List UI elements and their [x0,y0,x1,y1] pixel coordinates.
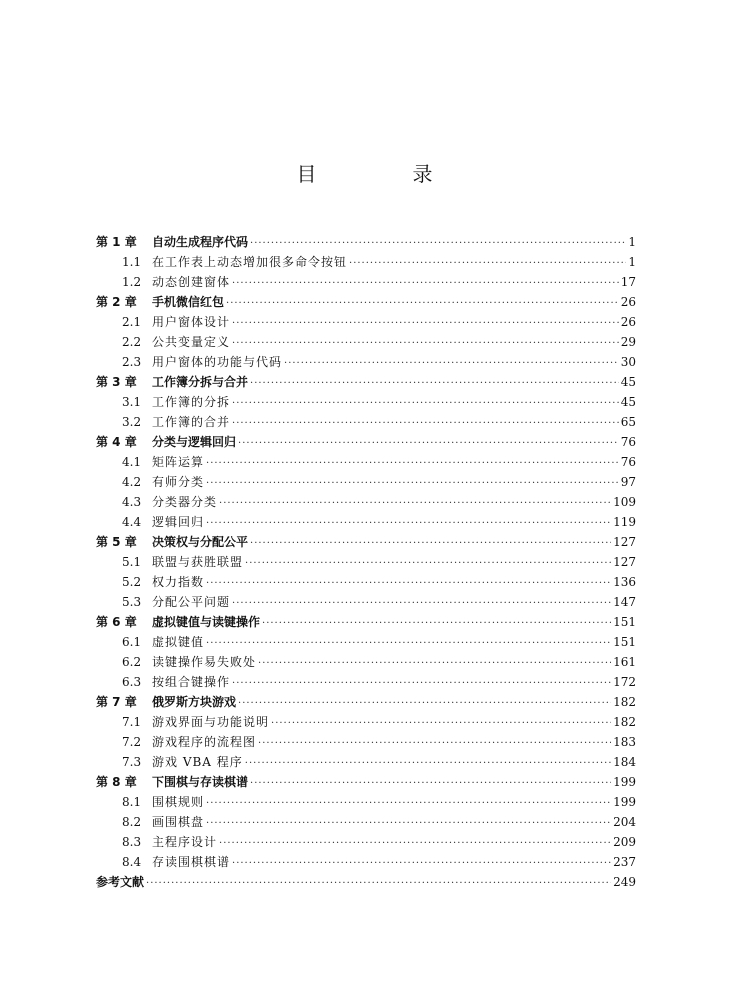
dot-leader [232,594,611,614]
section-number: 3.1 [122,395,142,409]
section-number: 2.1 [122,315,142,329]
section-title: 逻辑回归 [152,515,205,529]
toc-chapter-entry[interactable] [96,532,636,552]
dot-leader [206,474,619,494]
dot-leader [250,234,626,254]
toc-section-entry[interactable] [96,732,636,752]
dot-leader [232,414,619,434]
section-number: 7.3 [122,755,142,769]
page-number: 127 [613,555,636,569]
toc-section-entry[interactable] [96,812,636,832]
page-number: 184 [613,755,636,769]
dot-leader [250,774,611,794]
section-title: 读键操作易失败处 [152,655,257,669]
section-number: 4.2 [122,475,142,489]
chapter-title: 自动生成程序代码 [152,235,249,249]
section-number: 5.2 [122,575,142,589]
toc-section-entry[interactable] [96,852,636,872]
dot-leader [219,834,611,854]
chapter-title: 参考文献 [96,875,145,889]
page-number: 183 [613,735,636,749]
toc-chapter-entry[interactable] [96,872,636,892]
section-number: 6.3 [122,675,142,689]
section-number: 6.1 [122,635,142,649]
chapter-title: 分类与逻辑回归 [152,435,237,449]
section-title: 工作簿的合并 [152,415,231,429]
section-title: 分配公平问题 [152,595,231,609]
toc-section-entry[interactable] [96,272,636,292]
chapter-number: 第 1 章 [96,235,137,249]
dot-leader [219,494,611,514]
page-number: 65 [620,415,636,429]
section-number: 1.1 [122,255,142,269]
page-number: 199 [613,795,636,809]
page-number: 147 [613,595,636,609]
section-number: 7.2 [122,735,142,749]
chapter-number: 第 2 章 [96,295,137,309]
dot-leader [238,434,619,454]
toc-chapter-entry[interactable] [96,432,636,452]
page-number: 237 [613,855,636,869]
dot-leader [232,334,619,354]
section-number: 8.4 [122,855,142,869]
chapter-number: 第 6 章 [96,615,137,629]
section-title: 联盟与获胜联盟 [152,555,244,569]
table-of-contents [96,232,636,892]
toc-section-entry[interactable] [96,632,636,652]
toc-section-entry[interactable] [96,752,636,772]
toc-chapter-entry[interactable] [96,292,636,312]
chapter-number: 第 5 章 [96,535,137,549]
toc-section-entry[interactable] [96,452,636,472]
section-number: 5.1 [122,555,142,569]
chapter-title: 俄罗斯方块游戏 [152,695,237,709]
section-title: 矩阵运算 [152,455,205,469]
section-title: 虚拟键值 [152,635,205,649]
page-number: 151 [613,615,636,629]
section-title: 公共变量定义 [152,335,231,349]
toc-section-entry[interactable] [96,252,636,272]
section-number: 7.1 [122,715,142,729]
dot-leader [232,314,619,334]
dot-leader [271,714,611,734]
section-title: 权力指数 [152,575,205,589]
dot-leader [226,294,619,314]
toc-section-entry[interactable] [96,392,636,412]
page-number: 45 [620,395,636,409]
page-number: 76 [620,455,636,469]
chapter-title: 决策权与分配公平 [152,535,249,549]
toc-section-entry[interactable] [96,552,636,572]
toc-section-entry[interactable] [96,332,636,352]
dot-leader [245,554,611,574]
section-title: 主程序设计 [152,835,218,849]
section-title: 分类器分类 [152,495,218,509]
dot-leader [146,874,611,894]
chapter-number: 第 8 章 [96,775,137,789]
dot-leader [206,454,619,474]
dot-leader [206,514,611,534]
dot-leader [206,814,611,834]
page-number: 45 [620,375,636,389]
page-number: 30 [620,355,636,369]
section-title: 按组合键操作 [152,675,231,689]
page-number: 249 [613,875,636,889]
section-title: 有师分类 [152,475,205,489]
chapter-title: 工作簿分拆与合并 [152,375,249,389]
page-number: 127 [613,535,636,549]
section-number: 8.3 [122,835,142,849]
chapter-number: 第 4 章 [96,435,137,449]
toc-section-entry[interactable] [96,512,636,532]
page-number: 182 [613,695,636,709]
dot-leader [232,394,619,414]
page-number: 17 [620,275,636,289]
chapter-number: 第 3 章 [96,375,137,389]
section-title: 用户窗体设计 [152,315,231,329]
page-number: 161 [613,655,636,669]
dot-leader [349,254,626,274]
section-title: 用户窗体的功能与代码 [152,355,283,369]
toc-chapter-entry[interactable] [96,692,636,712]
section-title: 围棋规则 [152,795,205,809]
section-number: 8.1 [122,795,142,809]
page-number: 119 [613,515,636,529]
section-number: 8.2 [122,815,142,829]
chapter-title: 虚拟键值与读键操作 [152,615,261,629]
section-number: 4.1 [122,455,142,469]
section-number: 4.3 [122,495,142,509]
toc-section-entry[interactable] [96,412,636,432]
toc-chapter-entry[interactable] [96,232,636,252]
dot-leader [232,674,611,694]
dot-leader [258,734,611,754]
chapter-title: 手机微信红包 [152,295,225,309]
page-number: 136 [613,575,636,589]
toc-section-entry[interactable] [96,572,636,592]
section-number: 5.3 [122,595,142,609]
toc-section-entry[interactable] [96,712,636,732]
dot-leader [250,534,611,554]
page-number: 109 [613,495,636,509]
toc-section-entry[interactable] [96,652,636,672]
section-number: 2.2 [122,335,142,349]
page-number: 76 [620,435,636,449]
page-title: 目 录 [296,162,471,186]
dot-leader [232,854,611,874]
section-title: 游戏 VBA 程序 [152,755,243,769]
chapter-number: 第 7 章 [96,695,137,709]
toc-section-entry[interactable] [96,492,636,512]
dot-leader [206,794,611,814]
dot-leader [206,574,611,594]
page-number: 209 [613,835,636,849]
toc-section-entry[interactable] [96,672,636,692]
section-number: 1.2 [122,275,142,289]
page-number: 172 [613,675,636,689]
section-title: 在工作表上动态增加很多命令按钮 [152,255,348,269]
toc-section-entry[interactable] [96,472,636,492]
dot-leader [258,654,611,674]
page-number: 1 [628,255,636,269]
chapter-title: 下围棋与存读棋谱 [152,775,249,789]
toc-section-entry[interactable] [96,832,636,852]
toc-section-entry[interactable] [96,792,636,812]
toc-chapter-entry[interactable] [96,372,636,392]
page-number: 151 [613,635,636,649]
section-title: 工作簿的分拆 [152,395,231,409]
page-number: 1 [628,235,636,249]
dot-leader [262,614,611,634]
dot-leader [250,374,619,394]
dot-leader [232,274,619,294]
page-number: 26 [620,315,636,329]
toc-chapter-entry[interactable] [96,772,636,792]
section-title: 游戏程序的流程图 [152,735,257,749]
section-number: 3.2 [122,415,142,429]
page-number: 26 [620,295,636,309]
toc-chapter-entry[interactable] [96,612,636,632]
page-number: 204 [613,815,636,829]
section-number: 2.3 [122,355,142,369]
section-title: 动态创建窗体 [152,275,231,289]
page-number: 29 [620,335,636,349]
dot-leader [238,694,611,714]
section-title: 游戏界面与功能说明 [152,715,270,729]
page-number: 97 [620,475,636,489]
toc-section-entry[interactable] [96,592,636,612]
section-number: 4.4 [122,515,142,529]
section-number: 6.2 [122,655,142,669]
dot-leader [245,754,611,774]
page-number: 199 [613,775,636,789]
toc-section-entry[interactable] [96,352,636,372]
section-title: 存读围棋棋谱 [152,855,231,869]
dot-leader [206,634,611,654]
dot-leader [284,354,619,374]
page-number: 182 [613,715,636,729]
section-title: 画围棋盘 [152,815,205,829]
toc-section-entry[interactable] [96,312,636,332]
